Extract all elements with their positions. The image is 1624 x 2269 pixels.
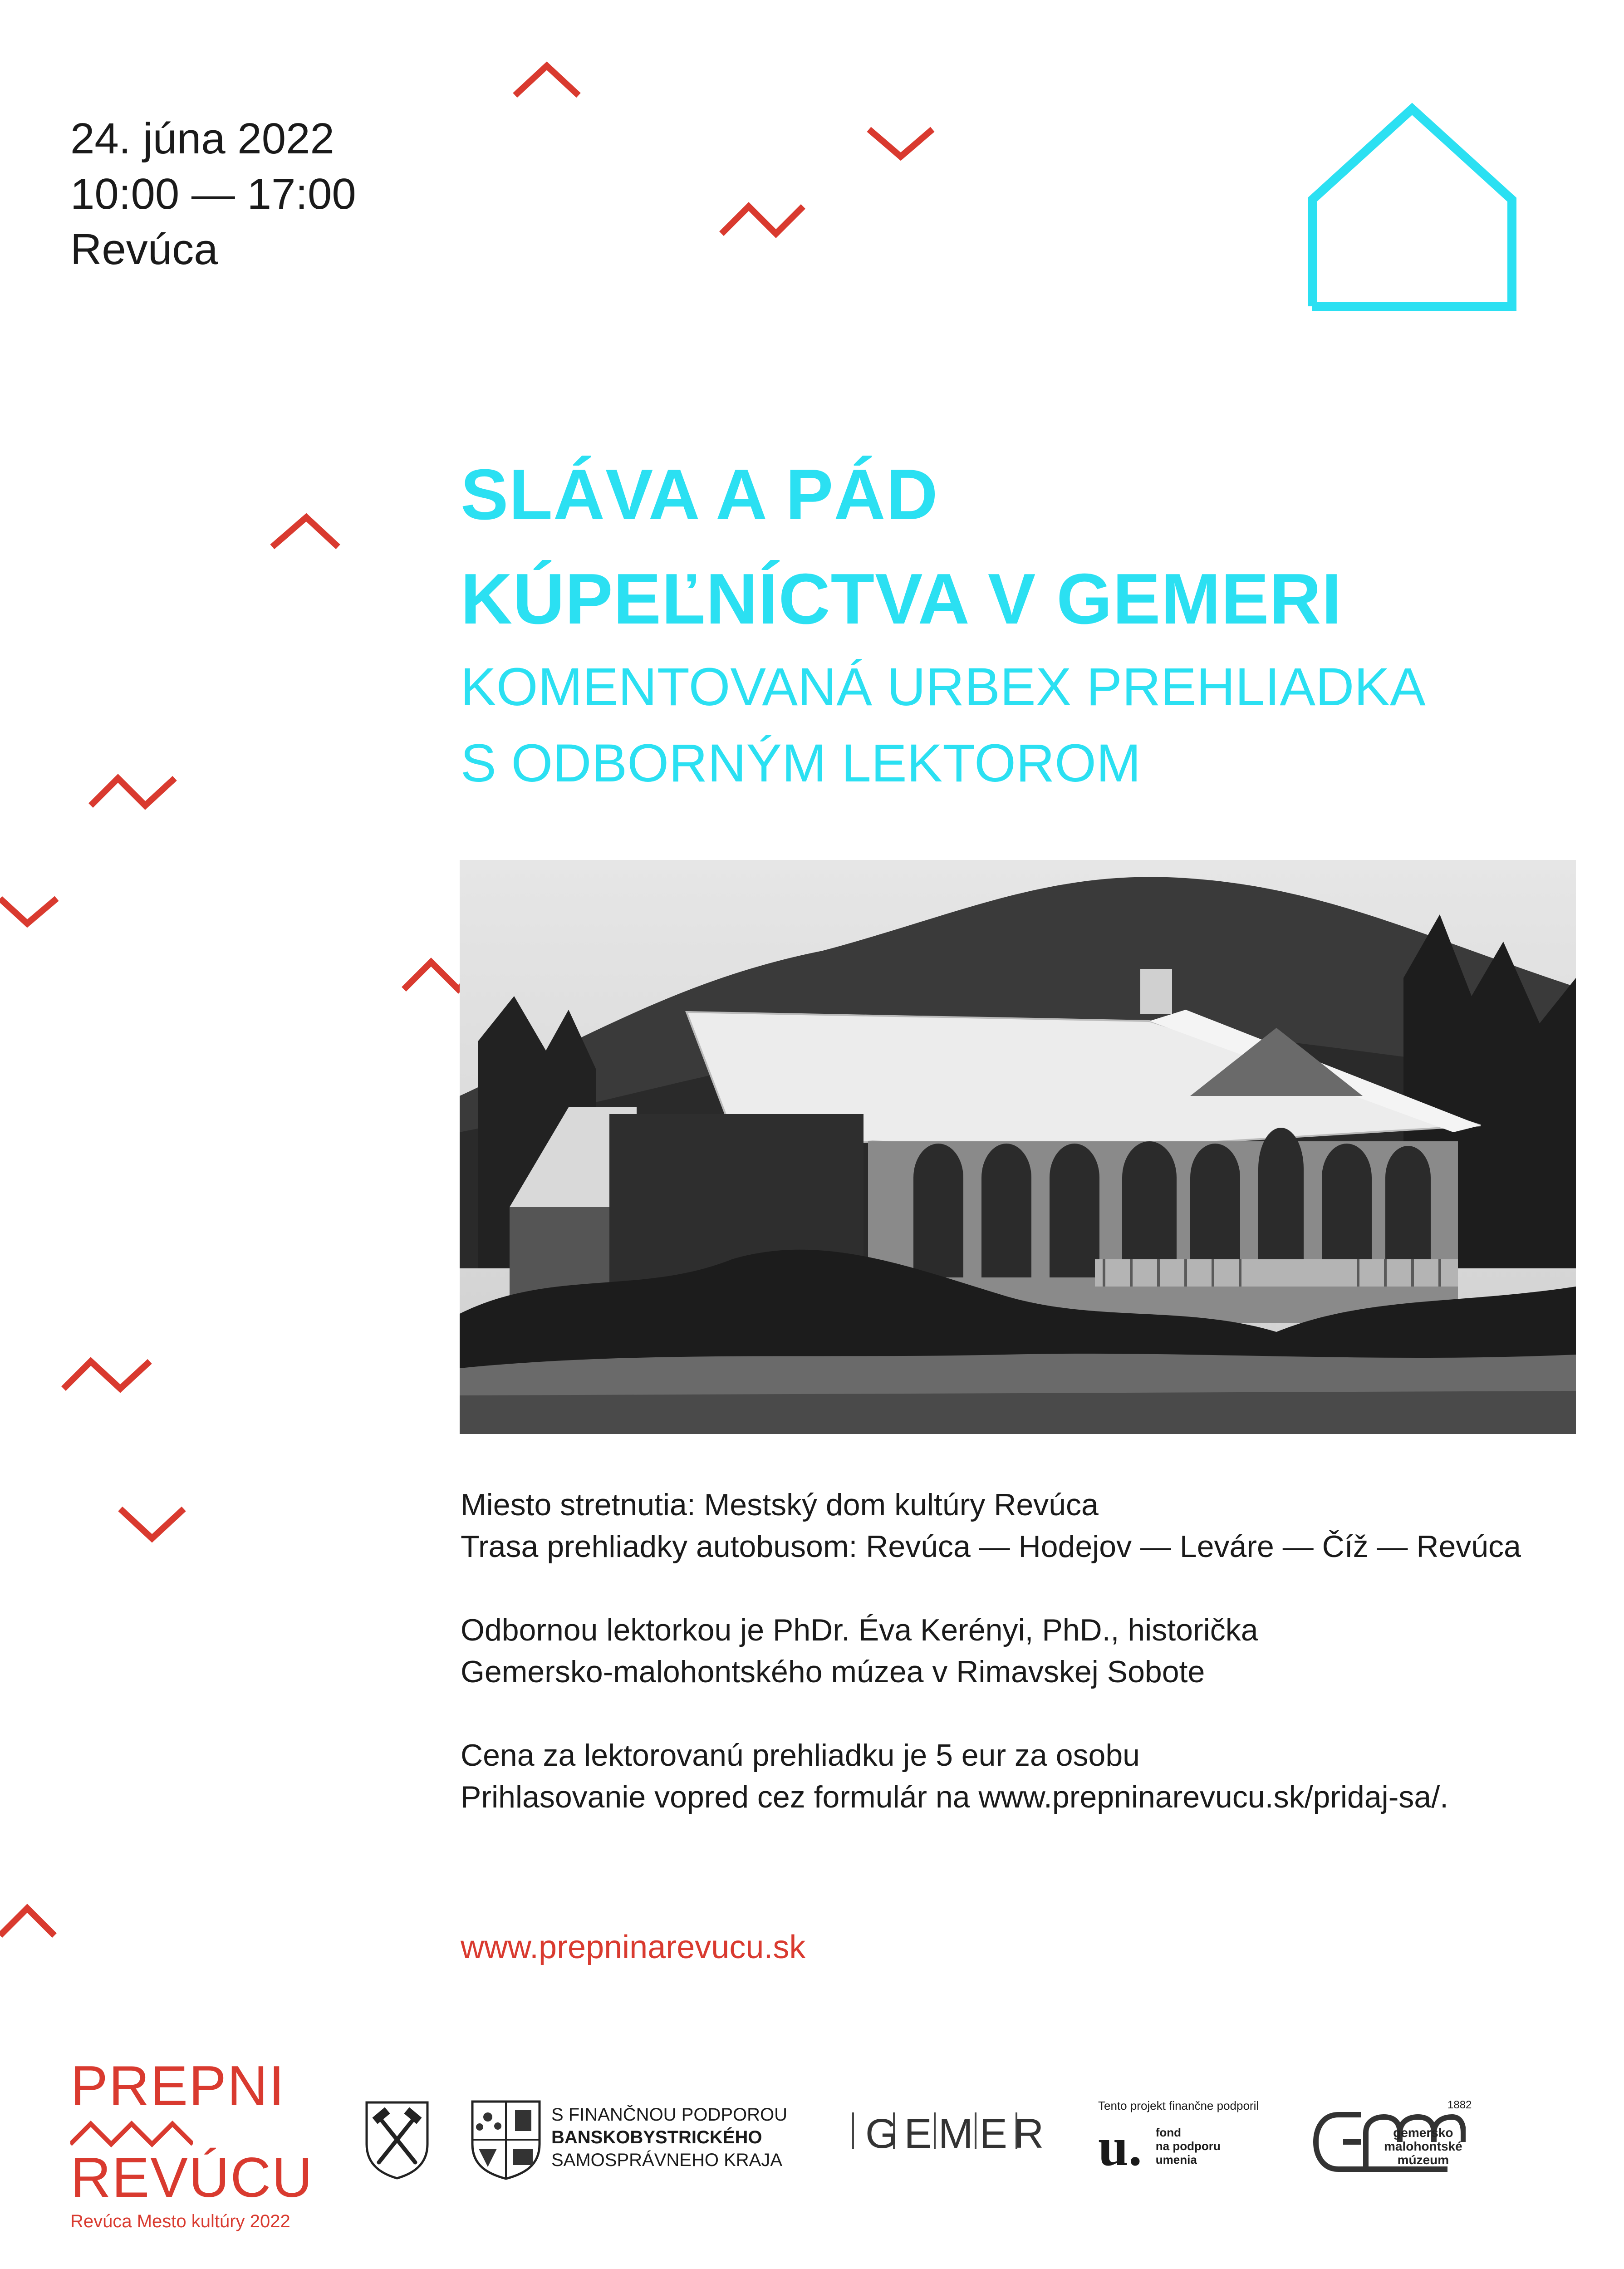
price-line: Cena za lektorovanú prehliadku je 5 eur za osobu [461, 1738, 1140, 1773]
page-subtitle [461, 649, 1426, 801]
zigzag-icon [64, 1361, 150, 1389]
event-time: 10:00 — 17:00 [70, 170, 356, 218]
gmm-text [1384, 2126, 1462, 2167]
gmm-museum-logo [1311, 2099, 1475, 2190]
gmm-line-2: malohontské [1384, 2139, 1462, 2153]
gmm-line-1: gemersko [1393, 2126, 1453, 2140]
event-place: Revúca [70, 225, 218, 274]
gemer-wordmark: GEMER [865, 2111, 1050, 2157]
title-line-1: SLÁVA A PÁD [461, 455, 938, 535]
bbsk-coat-of-arms-icon [470, 2099, 542, 2181]
chevron-down-icon [869, 129, 932, 157]
gmm-year: 1882 [1447, 2099, 1472, 2111]
fond-mark: u. [1098, 2117, 1142, 2177]
event-date: 24. júna 2022 [70, 114, 334, 163]
prepni-revucu-logo [70, 2055, 314, 2232]
meeting-paragraph [461, 1484, 1521, 1567]
zigzag-icon [721, 206, 803, 234]
zigzag-icon [70, 2117, 193, 2149]
gmm-line-3: múzeum [1397, 2153, 1449, 2167]
lecturer-line-1: Odbornou lektorkou je PhDr. Éva Kerényi, PhD., historička [461, 1613, 1258, 1647]
fond-line-1: fond [1155, 2126, 1182, 2139]
registration-line[interactable]: Prihlasovanie vopred cez formulár na www.prepninarevucu.sk/pridaj-sa/. [461, 1780, 1449, 1814]
zigzag-icon [91, 778, 175, 805]
chevron-up-icon [515, 66, 579, 95]
subtitle-line-1: KOMENTOVANÁ URBEX PREHLIADKA [461, 657, 1426, 717]
event-details [461, 1484, 1521, 1860]
website-link[interactable]: www.prepninarevucu.sk [461, 1929, 806, 1965]
lecturer-paragraph [461, 1609, 1521, 1693]
bus-route: Trasa prehliadky autobusom: Revúca — Hodejov — Leváre — Číž — Revúca [461, 1529, 1521, 1564]
house-outline-icon [1307, 102, 1525, 311]
logo-word-revucu: REVÚCU [70, 2146, 314, 2209]
page-title [461, 442, 1342, 651]
fond-line-3: umenia [1155, 2153, 1197, 2166]
lecturer-line-2: Gemersko-malohontského múzea v Rimavskej Sobote [461, 1655, 1205, 1689]
coat-of-arms-icon [363, 2099, 431, 2181]
gemer-logo [855, 2110, 1050, 2158]
meeting-point: Miesto stretnutia: Mestský dom kultúry Revúca [461, 1488, 1099, 1522]
logo-tagline: Revúca Mesto kultúry 2022 [70, 2211, 290, 2231]
fond-na-podporu-umenia-logo [1098, 2099, 1259, 2177]
chevron-up-icon [0, 1908, 54, 1935]
fond-line-2: na podporu [1155, 2139, 1221, 2153]
bbsk-support-text [551, 2103, 787, 2171]
bbsk-line-2: BANSKOBYSTRICKÉHO [551, 2127, 762, 2147]
price-paragraph [461, 1734, 1521, 1818]
chevron-down-icon [120, 1509, 184, 1538]
historic-villa-photo [460, 860, 1576, 1434]
bbsk-line-3: SAMOSPRÁVNEHO KRAJA [551, 2150, 783, 2170]
logo-word-prepni: PREPNI [70, 2055, 285, 2117]
fond-note: Tento projekt finančne podporil [1098, 2099, 1259, 2112]
event-info [70, 111, 356, 277]
subtitle-line-2: S ODBORNÝM LEKTOROM [461, 733, 1141, 793]
bbsk-line-1: S FINANČNOU PODPOROU [551, 2105, 788, 2125]
title-line-2: KÚPEĽNÍCTVA V GEMERI [461, 559, 1342, 639]
chevron-up-icon [272, 517, 338, 547]
chevron-down-icon [0, 899, 57, 923]
